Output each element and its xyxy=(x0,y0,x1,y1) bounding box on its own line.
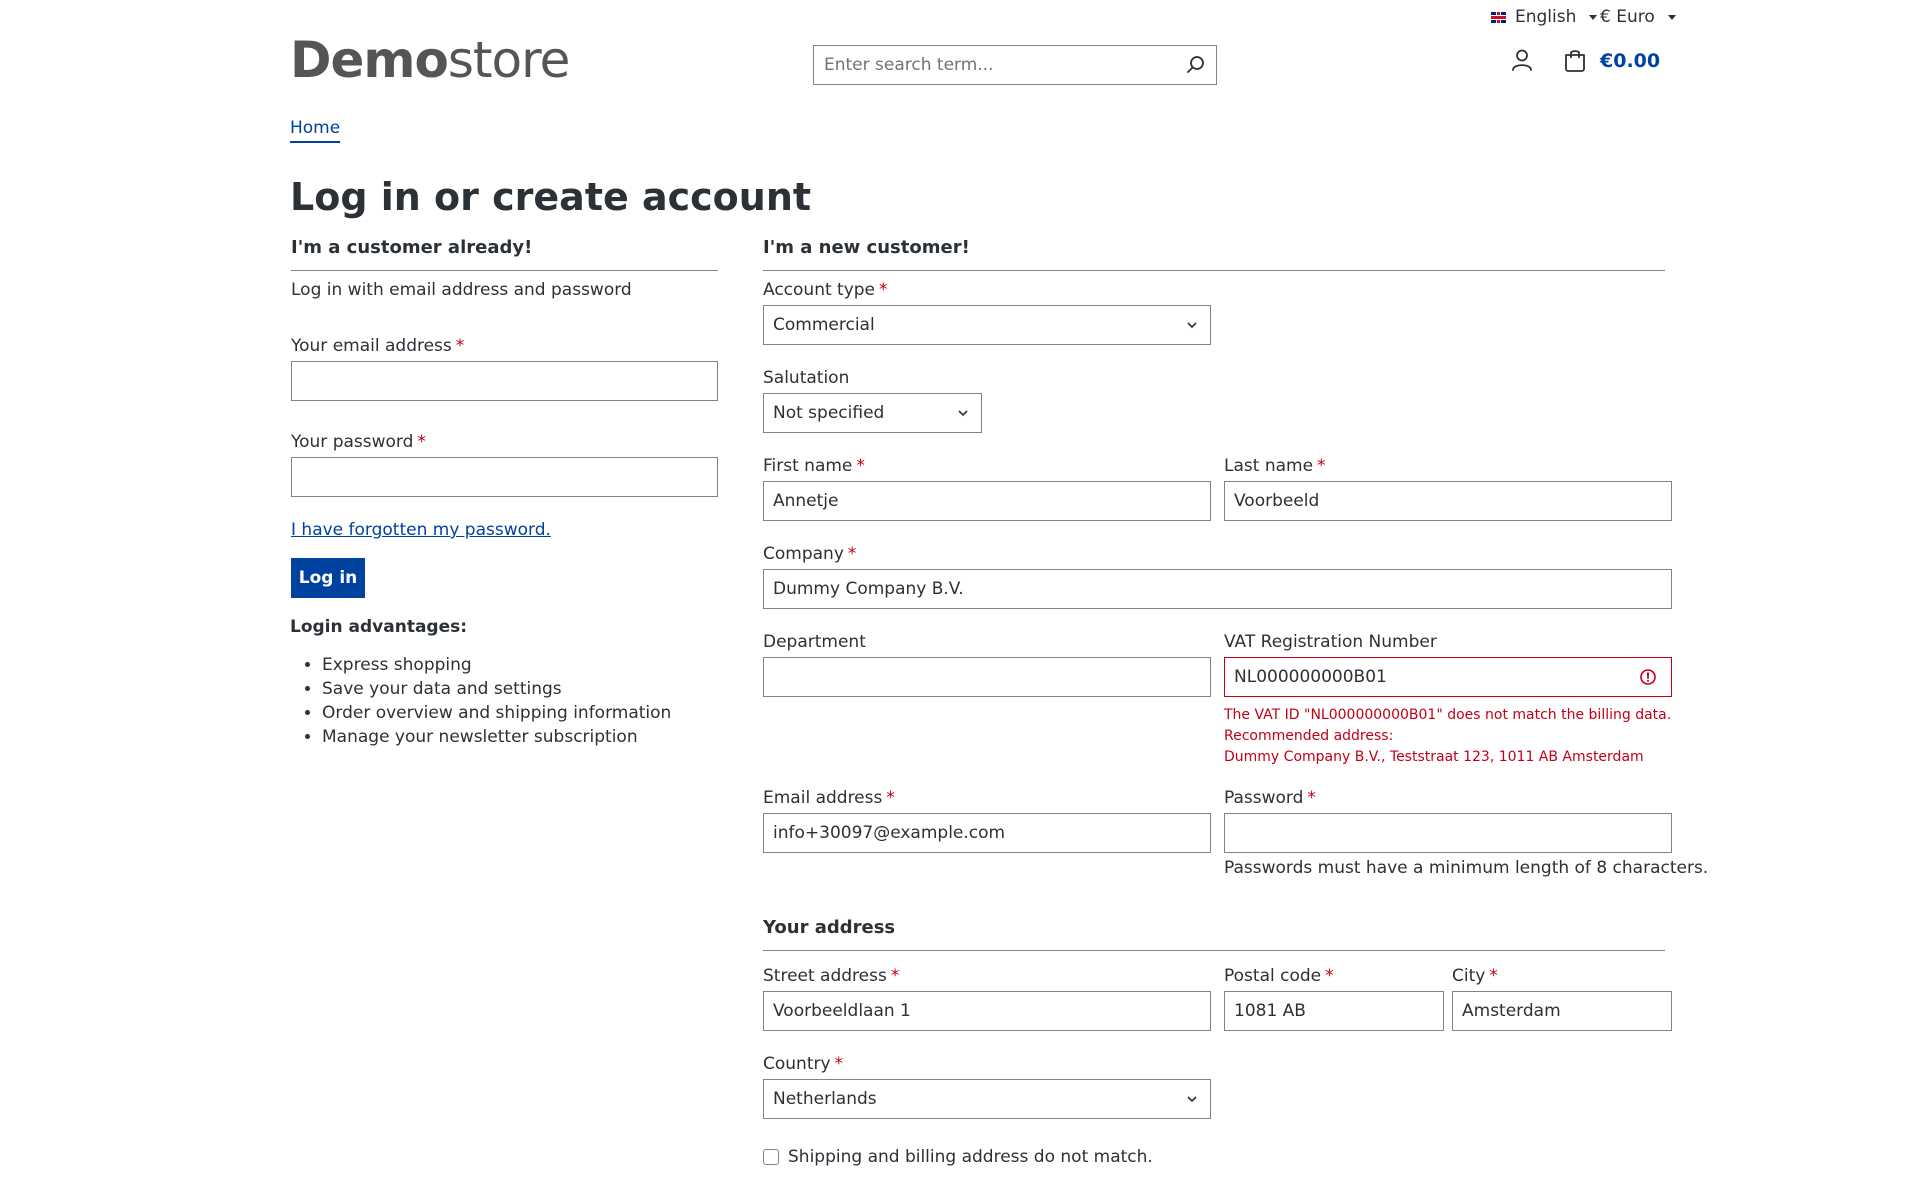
first-name-field[interactable] xyxy=(763,481,1211,521)
city-input[interactable] xyxy=(1462,1001,1671,1021)
last-name-field[interactable] xyxy=(1224,481,1672,521)
shopping-bag-icon xyxy=(1563,48,1587,72)
first-name-input[interactable] xyxy=(773,491,1210,511)
vat-input[interactable] xyxy=(1234,667,1639,687)
user-icon xyxy=(1511,48,1533,72)
search-icon xyxy=(1186,55,1206,75)
street-label: Street address * xyxy=(763,966,900,986)
company-input[interactable] xyxy=(773,579,1671,599)
login-advantages-heading: Login advantages: xyxy=(290,617,468,637)
password-label: Password * xyxy=(1224,788,1316,808)
language-switcher[interactable] xyxy=(1491,7,1597,27)
vat-error-line: Dummy Company B.V., Teststraat 123, 1011 AB Amsterdam xyxy=(1224,749,1644,765)
country-select[interactable] xyxy=(763,1079,1211,1119)
postal-code-label: Postal code * xyxy=(1224,966,1334,986)
city-field[interactable] xyxy=(1452,991,1672,1031)
vat-error-line: The VAT ID "NL000000000B01" does not match the billing data. xyxy=(1224,707,1672,723)
login-password-input[interactable] xyxy=(301,467,717,487)
login-password-label: Your password * xyxy=(291,432,426,452)
address-heading: Your address xyxy=(763,917,1665,951)
company-label: Company * xyxy=(763,544,857,564)
salutation-label: Salutation xyxy=(763,368,850,388)
list-item: • Order overview and shipping information xyxy=(322,701,671,725)
different-shipping-checkbox[interactable] xyxy=(763,1149,779,1165)
city-label: City * xyxy=(1452,966,1498,986)
chevron-down-icon xyxy=(957,407,969,419)
chevron-down-icon xyxy=(1589,15,1597,20)
login-advantages-list xyxy=(322,653,671,749)
cart-total[interactable]: €0.00 xyxy=(1600,50,1661,72)
account-type-label: Account type * xyxy=(763,280,888,300)
salutation-select[interactable] xyxy=(763,393,982,433)
chevron-down-icon xyxy=(1186,319,1198,331)
email-label: Email address * xyxy=(763,788,895,808)
last-name-label: Last name * xyxy=(1224,456,1326,476)
salutation-value: Not specified xyxy=(773,403,885,423)
list-item: • Express shopping xyxy=(322,653,671,677)
country-label: Country * xyxy=(763,1054,844,1074)
company-field[interactable] xyxy=(763,569,1672,609)
uk-flag-icon xyxy=(1491,12,1506,23)
login-heading: I'm a customer already! xyxy=(291,237,718,271)
vat-label: VAT Registration Number xyxy=(1224,632,1437,652)
password-help-text: Passwords must have a minimum length of 8 characters. xyxy=(1224,858,1709,878)
chevron-down-icon xyxy=(1186,1093,1198,1105)
register-heading: I'm a new customer! xyxy=(763,237,1665,271)
first-name-label: First name * xyxy=(763,456,865,476)
different-shipping-label[interactable]: Shipping and billing address do not match. xyxy=(788,1147,1153,1167)
login-password-field[interactable] xyxy=(291,457,718,497)
page-title: Log in or create account xyxy=(290,175,812,219)
logo-bold-text: Demo xyxy=(290,31,448,89)
forgot-password-link[interactable]: I have forgotten my password. xyxy=(291,520,551,540)
country-value: Netherlands xyxy=(773,1089,877,1109)
chevron-down-icon xyxy=(1668,15,1676,20)
department-field[interactable] xyxy=(763,657,1211,697)
error-icon xyxy=(1639,668,1657,686)
breadcrumb-home[interactable]: Home xyxy=(290,118,340,143)
street-input[interactable] xyxy=(773,1001,1210,1021)
list-item: • Manage your newsletter subscription xyxy=(322,725,671,749)
account-type-value: Commercial xyxy=(773,315,875,335)
password-field[interactable] xyxy=(1224,813,1672,853)
account-button[interactable] xyxy=(1511,48,1533,84)
search-box xyxy=(813,45,1217,85)
list-item: • Save your data and settings xyxy=(322,677,671,701)
postal-code-input[interactable] xyxy=(1234,1001,1443,1021)
vat-field[interactable] xyxy=(1224,657,1672,697)
login-intro: Log in with email address and password xyxy=(291,280,632,300)
vat-error-message xyxy=(1224,705,1671,768)
account-type-select[interactable] xyxy=(763,305,1211,345)
department-label: Department xyxy=(763,632,866,652)
vat-error-line: Recommended address: xyxy=(1224,728,1394,744)
currency-switcher[interactable] xyxy=(1600,7,1676,27)
login-email-label: Your email address * xyxy=(291,336,465,356)
store-logo[interactable] xyxy=(290,30,569,90)
search-button[interactable] xyxy=(1176,46,1216,84)
email-input[interactable] xyxy=(773,823,1210,843)
password-input[interactable] xyxy=(1234,823,1671,843)
email-field[interactable] xyxy=(763,813,1211,853)
search-input[interactable] xyxy=(824,55,1176,75)
login-email-input[interactable] xyxy=(301,371,717,391)
department-input[interactable] xyxy=(773,667,1210,687)
login-email-field[interactable] xyxy=(291,361,718,401)
postal-code-field[interactable] xyxy=(1224,991,1444,1031)
cart-button[interactable] xyxy=(1563,48,1587,84)
street-field[interactable] xyxy=(763,991,1211,1031)
language-label: English xyxy=(1515,7,1577,27)
last-name-input[interactable] xyxy=(1234,491,1671,511)
logo-light-text: store xyxy=(447,31,570,89)
login-button[interactable]: Log in xyxy=(291,558,365,598)
currency-label: € Euro xyxy=(1600,7,1655,27)
